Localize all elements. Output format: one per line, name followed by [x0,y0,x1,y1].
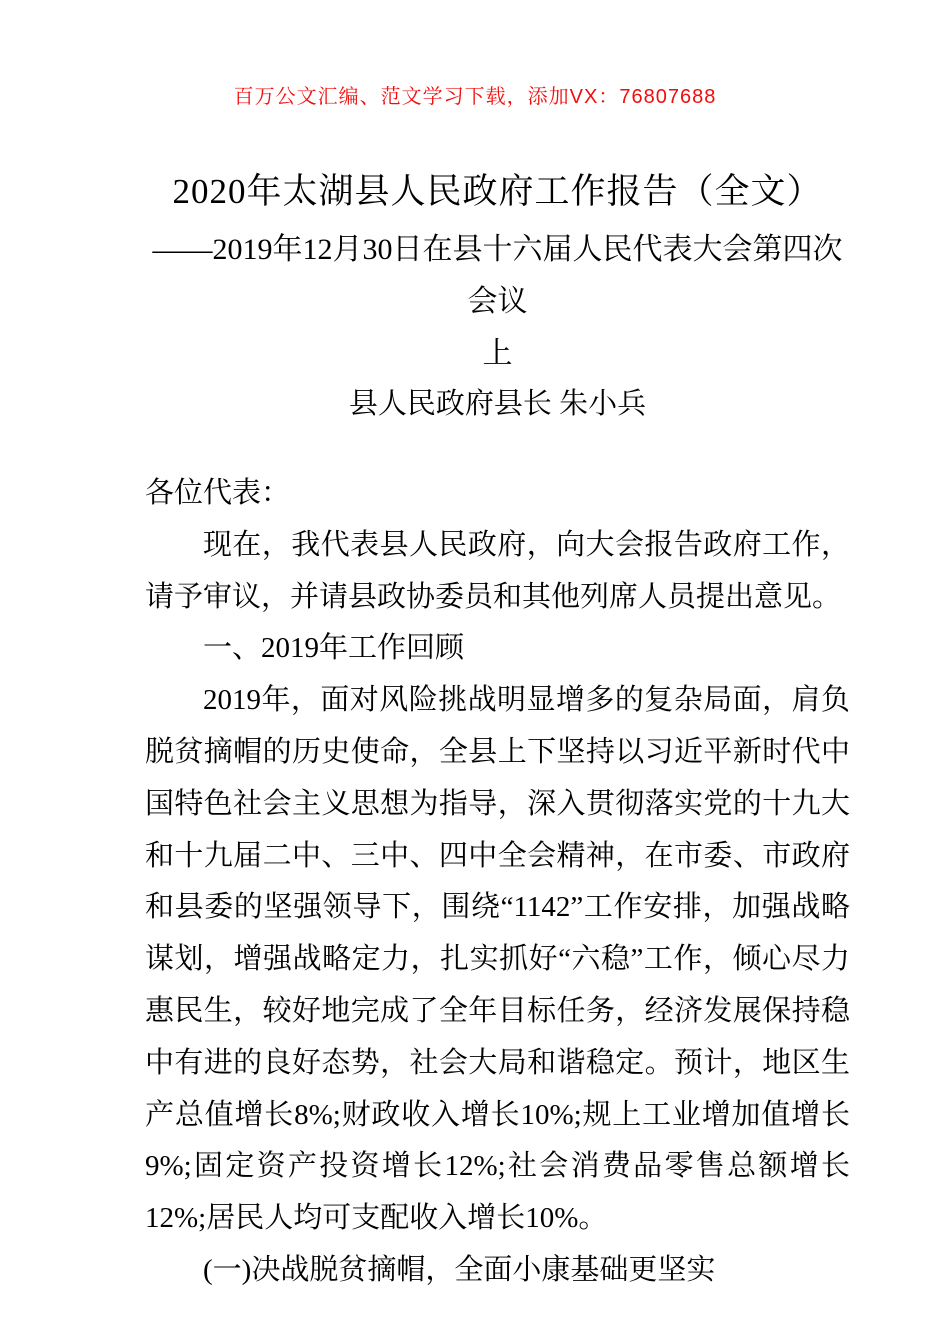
paragraph-intro: 现在，我代表县人民政府，向大会报告政府工作，请予审议，并请县政协委员和其他列席人员提出意见。 [145,528,850,613]
document-subtitle [145,224,850,380]
subsection-heading-poverty: (一)决战脱贫摘帽，全面小康基础更坚实 [203,1253,716,1286]
section-heading-2019-review: 一、2019年工作回顾 [203,632,465,665]
salutation: 各位代表： [145,477,291,509]
document-content [145,162,850,1297]
paragraph-2019-summary: 2019年，面对风险挑战明显增多的复杂局面，肩负脱贫摘帽的历史使命，全县上下坚持以习近平新时代中国特色社会主义思想为指导，深入贯彻落实党的十九大和十九届二中、三中、四中全会精神，在市委、市政府和县委的坚强领导下，围绕“1142”工作安排，加强战略谋划，增强战略定力，扎实抓好“六稳”工作，倾心尽力惠民生，较好地完成了全年目标任务，经济发展保持稳中有进的良好态势，社会大局和谐稳定。预计，地区生产总值增长8%;财政收入增长10%;规上工业增加值增长9%;固定资产投资增长12%;社会消费品零售总额增长12%;居民人均可支配收入增长10%。 [145,684,850,1235]
document-body [145,468,850,1297]
subtitle-line-2: 上 [482,337,513,370]
promo-banner [0,0,950,110]
author-line: 县人民政府县长 朱小兵 [348,388,647,420]
promo-text: 百万公文汇编、范文学习下载，添加VX：76807688 [233,86,717,108]
document-title: 2020年太湖县人民政府工作报告（全文） [172,172,823,211]
subtitle-line-1: ——2019年12月30日在县十六届人民代表大会第四次会议 [152,233,843,318]
